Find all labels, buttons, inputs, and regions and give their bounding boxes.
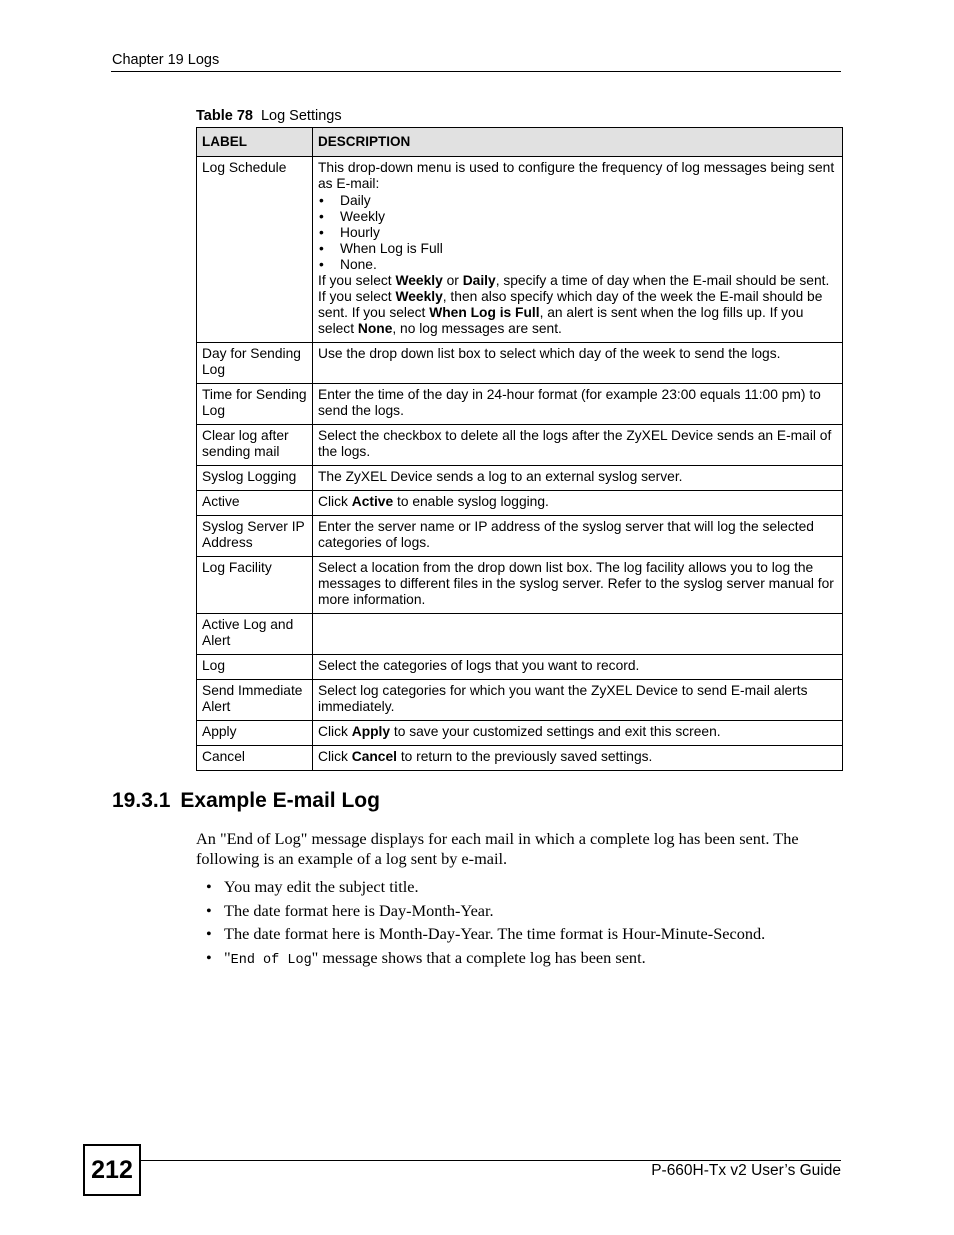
list-item: • Hourly [318, 225, 837, 241]
section-heading [112, 789, 380, 813]
table-row [197, 721, 843, 746]
text-run: Click [318, 749, 352, 764]
text-run: , then also specify which day of the week the E-mail should be sent. If you select [318, 289, 823, 320]
table-row [197, 157, 843, 343]
section-number: 19.3.1 [112, 789, 171, 812]
table-row [197, 466, 843, 491]
row-description: Enter the time of the day in 24-hour format (for example 23:00 equals 11:00 pm) to send the logs. [313, 384, 843, 425]
row-description [313, 746, 843, 771]
text-run: Click [318, 494, 352, 509]
row-label: Day for Sending Log [197, 343, 313, 384]
list-item [206, 948, 765, 972]
table-row [197, 491, 843, 516]
list-item: • The date format here is Day-Month-Year. [206, 901, 765, 925]
row-label: Cancel [197, 746, 313, 771]
text-run: , an alert is sent when the log fills up. If you select [318, 305, 804, 336]
row-label: Log Facility [197, 557, 313, 614]
list-item: • You may edit the subject title. [206, 877, 765, 901]
table-caption [196, 108, 342, 124]
table-row [197, 425, 843, 466]
list-item: • None. [318, 257, 837, 273]
row-label: Send Immediate Alert [197, 680, 313, 721]
table-row [197, 746, 843, 771]
row-description: Enter the server name or IP address of the syslog server that will log the selected categories of logs. [313, 516, 843, 557]
row-label: Log [197, 655, 313, 680]
text-run: to return to the previously saved settings. [396, 749, 653, 764]
footer-rule [141, 1160, 841, 1161]
list-item: • Daily [318, 193, 837, 209]
row-description: Select a location from the drop down list box. The log facility allows you to log the messages to different files in the syslog server. Refer to the syslog server manual for more information. [313, 557, 843, 614]
row-description: Use the drop down list box to select which day of the week to send the logs. [313, 343, 843, 384]
text-run: , no log messages are sent. [392, 321, 562, 336]
text-run: to save your customized settings and exit this screen. [390, 724, 721, 739]
row-label: Syslog Server IP Address [197, 516, 313, 557]
list-item: • Weekly [318, 209, 837, 225]
table-header-row [197, 128, 843, 157]
body-paragraph: An "End of Log" message displays for each mail in which a complete log has been sent. The following is an example of a log sent by e-mail. [196, 829, 799, 868]
example-bullet-list [206, 877, 765, 971]
schedule-options-list [318, 193, 837, 273]
log-settings-table [196, 127, 843, 771]
page-number: 212 [83, 1144, 141, 1196]
row-label: Time for Sending Log [197, 384, 313, 425]
bold-run: Cancel [351, 749, 397, 764]
bold-run: When Log is Full [429, 305, 540, 320]
column-header-label: LABEL [197, 128, 313, 157]
text-run: or [442, 273, 463, 288]
list-item: • When Log is Full [318, 241, 837, 257]
text-run: " [224, 947, 231, 967]
section-title: Example E-mail Log [180, 789, 380, 812]
code-text: End of Log [230, 952, 312, 968]
bold-run: Weekly [395, 289, 443, 304]
text-run: to enable syslog logging. [393, 494, 549, 509]
table-row [197, 384, 843, 425]
table-row [197, 680, 843, 721]
text-run: " message shows that a complete log has been sent. [311, 947, 646, 967]
guide-title: P-660H-Tx v2 User’s Guide [651, 1162, 841, 1179]
column-header-description: DESCRIPTION [313, 128, 843, 157]
row-description: Select the categories of logs that you want to record. [313, 655, 843, 680]
row-description [313, 721, 843, 746]
bold-run: Apply [351, 724, 391, 739]
log-schedule-details [318, 273, 837, 337]
table-row [197, 655, 843, 680]
row-description: The ZyXEL Device sends a log to an external syslog server. [313, 466, 843, 491]
text-run: Click [318, 724, 352, 739]
row-description [313, 614, 843, 655]
row-description [313, 157, 843, 343]
table-row [197, 614, 843, 655]
row-label: Log Schedule [197, 157, 313, 343]
row-label: Active Log and Alert [197, 614, 313, 655]
chapter-header: Chapter 19 Logs [112, 52, 220, 68]
table-row [197, 557, 843, 614]
log-schedule-intro: This drop-down menu is used to configure the frequency of log messages being sent as E-mail: [318, 160, 835, 191]
table-number: Table 78 [196, 108, 253, 124]
bold-run: Daily [462, 273, 496, 288]
row-label: Syslog Logging [197, 466, 313, 491]
row-label: Clear log after sending mail [197, 425, 313, 466]
row-label: Apply [197, 721, 313, 746]
bold-run: Weekly [395, 273, 443, 288]
table-title: Log Settings [260, 108, 342, 124]
table-row [197, 343, 843, 384]
bold-run: None [357, 321, 393, 336]
row-description: Select the checkbox to delete all the logs after the ZyXEL Device sends an E-mail of the logs. [313, 425, 843, 466]
table-row [197, 516, 843, 557]
list-item: • The date format here is Month-Day-Year. The time format is Hour-Minute-Second. [206, 924, 765, 948]
text-run: If you select [318, 273, 396, 288]
row-description: Select log categories for which you want the ZyXEL Device to send E-mail alerts immediately. [313, 680, 843, 721]
row-label: Active [197, 491, 313, 516]
row-description [313, 491, 843, 516]
text-run: , specify a time of day when the E-mail should be sent. If you select [318, 273, 830, 304]
header-rule [111, 71, 841, 72]
bold-run: Active [351, 494, 394, 509]
